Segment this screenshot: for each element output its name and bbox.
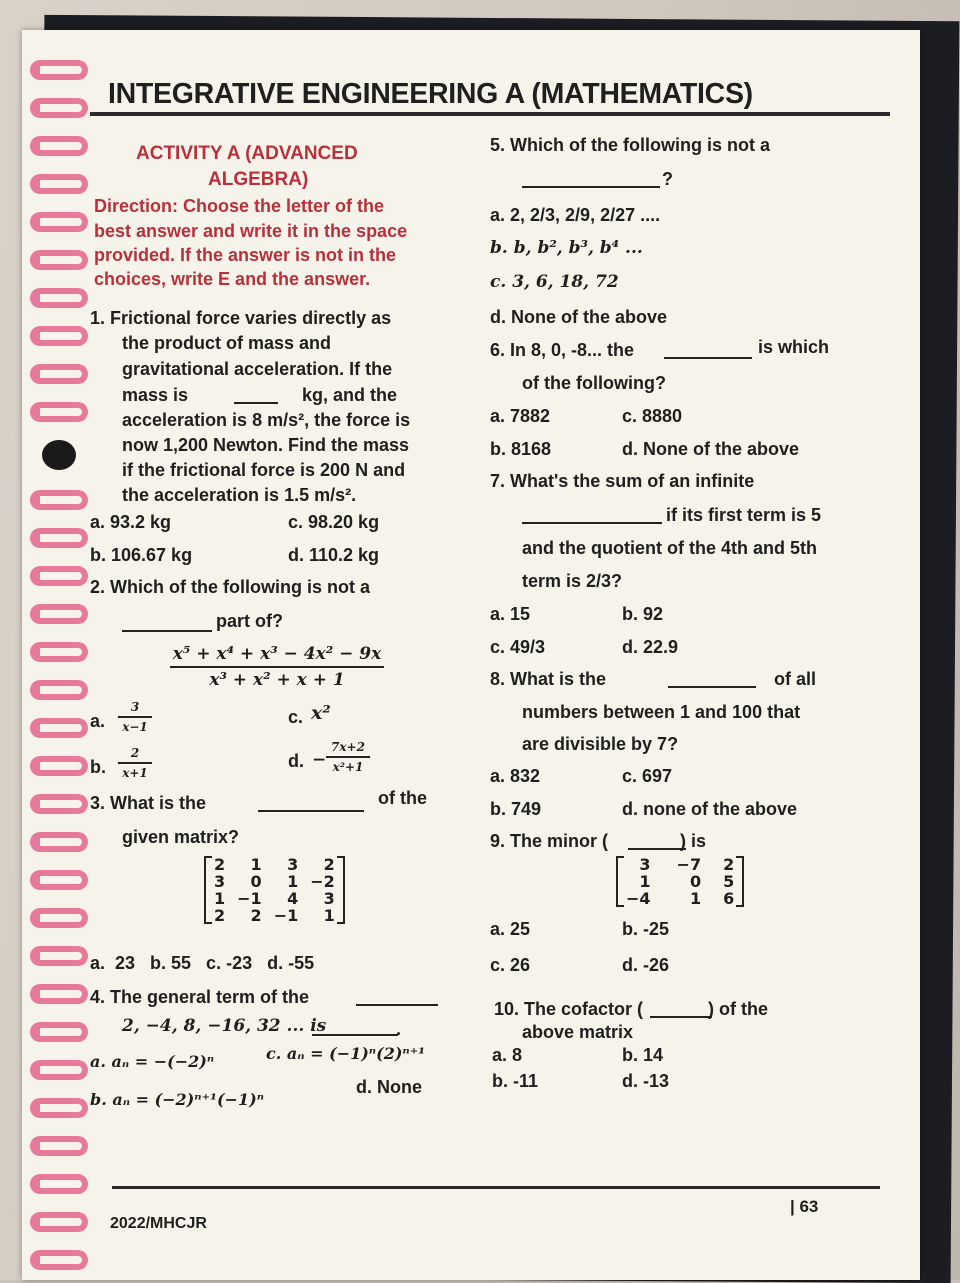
direction-line: Direction: Choose the letter of the	[94, 196, 385, 216]
q10-answer-blank	[650, 1016, 712, 1018]
matrix-bracket-left	[616, 856, 624, 907]
q6-line: is which	[758, 337, 830, 357]
q1-choice: a. 93.2 kg	[90, 512, 172, 532]
q10-choice: b. -11	[492, 1071, 539, 1091]
q5-choice: c. 3, 6, 18, 72	[490, 272, 619, 292]
footer-rule	[112, 1186, 880, 1189]
q7-choice: c. 49/3	[490, 637, 546, 657]
matrix-cell: 3	[639, 855, 651, 874]
binding-ring	[30, 250, 88, 270]
q8-line: are divisible by 7?	[522, 734, 679, 754]
q2-line: 2. Which of the following is not a	[90, 577, 370, 597]
matrix-bracket-right	[337, 856, 345, 924]
q6-choice: d. None of the above	[622, 439, 800, 459]
q6-choice: c. 8880	[622, 406, 683, 426]
q1-choice: b. 106.67 kg	[90, 545, 193, 565]
q2-denominator: x³ + x² + x + 1	[209, 670, 345, 690]
matrix-cell: 2	[250, 906, 262, 925]
book-page	[22, 30, 920, 1280]
q8-choice: c. 697	[622, 766, 673, 786]
q7-answer-blank	[522, 522, 662, 524]
fraction-bar	[326, 756, 370, 758]
q2-choice-c: x²	[311, 702, 331, 724]
binding-ring	[30, 402, 88, 422]
fraction-denominator: x−1	[122, 720, 148, 734]
page-number: | 63	[790, 1197, 819, 1216]
q10-line: 10. The cofactor (	[494, 999, 644, 1019]
matrix-cell: −2	[310, 872, 335, 891]
q8-line: numbers between 1 and 100 that	[522, 702, 801, 722]
matrix-cell: 2	[214, 906, 226, 925]
binding-ring	[30, 212, 88, 232]
binding-ring	[30, 1250, 88, 1270]
q9-choice: c. 26	[490, 955, 531, 975]
binding-ring	[30, 1060, 88, 1080]
q2-choice-label: c.	[288, 707, 304, 727]
q2-choice-label: d.	[288, 751, 304, 771]
q5-choice: d. None of the above	[490, 307, 668, 327]
q8-choice: d. none of the above	[622, 799, 798, 819]
matrix-cell: 0	[689, 872, 702, 891]
fraction-denominator: x²+1	[332, 760, 364, 774]
binding-ring	[30, 1174, 88, 1194]
q8-line: 8. What is the	[490, 669, 607, 689]
binding-ring	[30, 680, 88, 700]
q2-choice-d	[326, 740, 370, 774]
q9-matrix	[620, 856, 740, 907]
q3-choices: a. 23 b. 55 c. -23 d. -55	[90, 953, 315, 973]
q10-line: above matrix	[522, 1022, 634, 1042]
matrix-cell: −1	[237, 889, 262, 908]
q3-answer-blank	[258, 810, 364, 812]
matrix-cell: 3	[287, 855, 299, 874]
q2-expression	[170, 644, 384, 690]
q5-choice: b. b, b², b³, b⁴ ...	[490, 238, 643, 258]
q10-choice: a. 8	[492, 1045, 523, 1065]
q5-line: ?	[662, 169, 673, 189]
q9-line: 9. The minor (	[490, 831, 609, 851]
q6-line: 6. In 8, 0, -8... the	[490, 340, 635, 360]
binding-ring	[30, 642, 88, 662]
q10-choice: d. -13	[622, 1071, 670, 1091]
footer-code: 2022/MHCJR	[110, 1215, 207, 1232]
q3-line: 3. What is the	[90, 793, 207, 813]
matrix-cell: 1	[689, 889, 702, 908]
direction-line: provided. If the answer is not in the	[94, 245, 397, 265]
binding-ring	[30, 136, 88, 156]
q2-line: part of?	[216, 611, 283, 631]
binding-ring	[30, 604, 88, 624]
q6-answer-blank	[664, 357, 752, 359]
q4-answer-blank	[356, 1004, 438, 1006]
q1-line: kg, and the	[302, 385, 398, 405]
matrix-cell: 0	[250, 872, 262, 891]
q5-choice: a. 2, 2/3, 2/9, 2/27 ....	[490, 205, 661, 225]
binding-ring	[30, 528, 88, 548]
direction-line: best answer and write it in the space	[94, 221, 408, 241]
binding-ring	[30, 984, 88, 1004]
q1-line: gravitational acceleration. If the	[122, 359, 393, 379]
matrix-cell: −4	[626, 889, 651, 908]
binding-ring	[30, 908, 88, 928]
matrix-cell: 1	[323, 906, 335, 925]
q1-line: if the frictional force is 200 N and	[122, 460, 406, 480]
fraction-denominator: x+1	[122, 766, 148, 780]
binding-ring	[30, 566, 88, 586]
activity-title-cont: ALGEBRA)	[208, 169, 309, 190]
page-title: INTEGRATIVE ENGINEERING A (MATHEMATICS)	[108, 78, 753, 110]
matrix-cell: −7	[676, 855, 702, 874]
q10-line: ) of the	[708, 999, 768, 1019]
matrix-cell: 3	[214, 872, 226, 891]
binding-ring	[30, 1136, 88, 1156]
q4-choice-d: d. None	[356, 1077, 422, 1097]
q5-line: 5. Which of the following is not a	[490, 135, 770, 155]
activity-title: ACTIVITY A (ADVANCED	[136, 143, 358, 164]
q2-numerator: x⁵ + x⁴ + x³ − 4x² − 9x	[172, 644, 382, 664]
matrix-cell: 1	[214, 889, 226, 908]
matrix-cell: 2	[214, 855, 226, 874]
fraction-bar	[170, 666, 384, 668]
binding-ring	[30, 946, 88, 966]
q1-line: mass is	[122, 385, 189, 405]
binding-ring	[30, 1212, 88, 1232]
binding-ring	[30, 1022, 88, 1042]
q4-period: .	[396, 1019, 402, 1039]
q8-answer-blank	[668, 686, 756, 688]
q1-line: acceleration is 8 m/s², the force is	[122, 410, 411, 430]
direction-line: choices, write E and the answer.	[94, 269, 371, 289]
q7-choice: d. 22.9	[622, 637, 679, 657]
matrix-cell: 2	[723, 855, 735, 874]
q10-choice: b. 14	[622, 1045, 664, 1065]
binding-ring	[30, 718, 88, 738]
q2-choice-label: b.	[90, 757, 106, 777]
q2-answer-blank	[122, 630, 212, 632]
fraction-numerator: 7x+2	[331, 740, 365, 754]
fraction-numerator: 2	[130, 746, 140, 760]
matrix-cell: −1	[273, 906, 299, 925]
q4-answer-blank	[312, 1034, 398, 1036]
q1-line: the acceleration is 1.5 m/s².	[122, 485, 357, 505]
binding-ring	[30, 364, 88, 384]
q9-choice: a. 25	[490, 919, 531, 939]
q9-choice: d. -26	[622, 955, 670, 975]
q2-choice-a	[118, 700, 152, 734]
q1-answer-blank	[234, 402, 278, 404]
q6-choice: a. 7882	[490, 406, 551, 426]
matrix-cell: 4	[287, 889, 299, 908]
matrix-cell: 3	[323, 889, 335, 908]
q6-line: of the following?	[522, 373, 666, 393]
q7-line: and the quotient of the 4th and 5th	[522, 538, 817, 558]
q6-choice: b. 8168	[490, 439, 552, 459]
q4-line: 4. The general term of the	[90, 987, 310, 1007]
q9-answer-blank	[628, 848, 686, 850]
q2-choice-label: a.	[90, 711, 106, 731]
q8-line: of all	[774, 669, 817, 689]
q1-line: the product of mass and	[122, 333, 332, 353]
binding-hole	[42, 440, 76, 470]
q4-choice-c: c. aₙ = (−1)ⁿ(2)ⁿ⁺¹	[266, 1044, 426, 1063]
binding-ring	[30, 98, 88, 118]
header-rule	[90, 112, 890, 116]
q3-matrix	[208, 856, 341, 924]
fraction-numerator: 3	[130, 700, 140, 714]
q1-line: 1. Frictional force varies directly as	[90, 308, 392, 328]
binding-ring	[30, 60, 88, 80]
q3-line: of the	[378, 788, 427, 808]
binding-ring	[30, 288, 88, 308]
matrix-cell: 1	[287, 872, 299, 891]
fraction-bar	[118, 762, 152, 764]
binding-ring	[30, 174, 88, 194]
q1-line: now 1,200 Newton. Find the mass	[122, 435, 410, 455]
binding-ring	[30, 870, 88, 890]
q4-choice-a: a. aₙ = −(−2)ⁿ	[90, 1052, 215, 1071]
matrix-bracket-right	[736, 856, 744, 907]
binding-ring	[30, 832, 88, 852]
q2-choice-d-sign: −	[312, 750, 327, 770]
matrix-cell: 1	[250, 855, 262, 874]
q1-choice: d. 110.2 kg	[288, 545, 380, 565]
q8-choice: b. 749	[490, 799, 542, 819]
q4-choice-b: b. aₙ = (−2)ⁿ⁺¹(−1)ⁿ	[90, 1090, 265, 1109]
q7-choice: b. 92	[622, 604, 664, 624]
q9-choice: b. -25	[622, 919, 670, 939]
q1-choice: c. 98.20 kg	[288, 512, 380, 532]
q9-line: ) is	[680, 831, 707, 851]
q2-choice-b	[118, 746, 152, 780]
q5-answer-blank	[522, 186, 660, 188]
matrix-cell: 6	[723, 889, 735, 908]
q8-choice: a. 832	[490, 766, 541, 786]
matrix-cell: 2	[323, 855, 335, 874]
binding-ring	[30, 794, 88, 814]
fraction-bar	[118, 716, 152, 718]
matrix-cell: 5	[723, 872, 735, 891]
matrix-cell: 1	[639, 872, 651, 891]
binding-ring	[30, 1098, 88, 1118]
q7-line: if its first term is 5	[666, 505, 822, 525]
matrix-bracket-left	[204, 856, 212, 924]
binding-ring	[30, 326, 88, 346]
q7-line: 7. What's the sum of an infinite	[490, 471, 755, 491]
q7-choice: a. 15	[490, 604, 531, 624]
q7-line: term is 2/3?	[522, 571, 623, 591]
binding-ring	[30, 756, 88, 776]
q4-sequence: 2, −4, 8, −16, 32 ... is	[122, 1016, 327, 1036]
binding-ring	[30, 490, 88, 510]
q3-line: given matrix?	[122, 827, 240, 847]
